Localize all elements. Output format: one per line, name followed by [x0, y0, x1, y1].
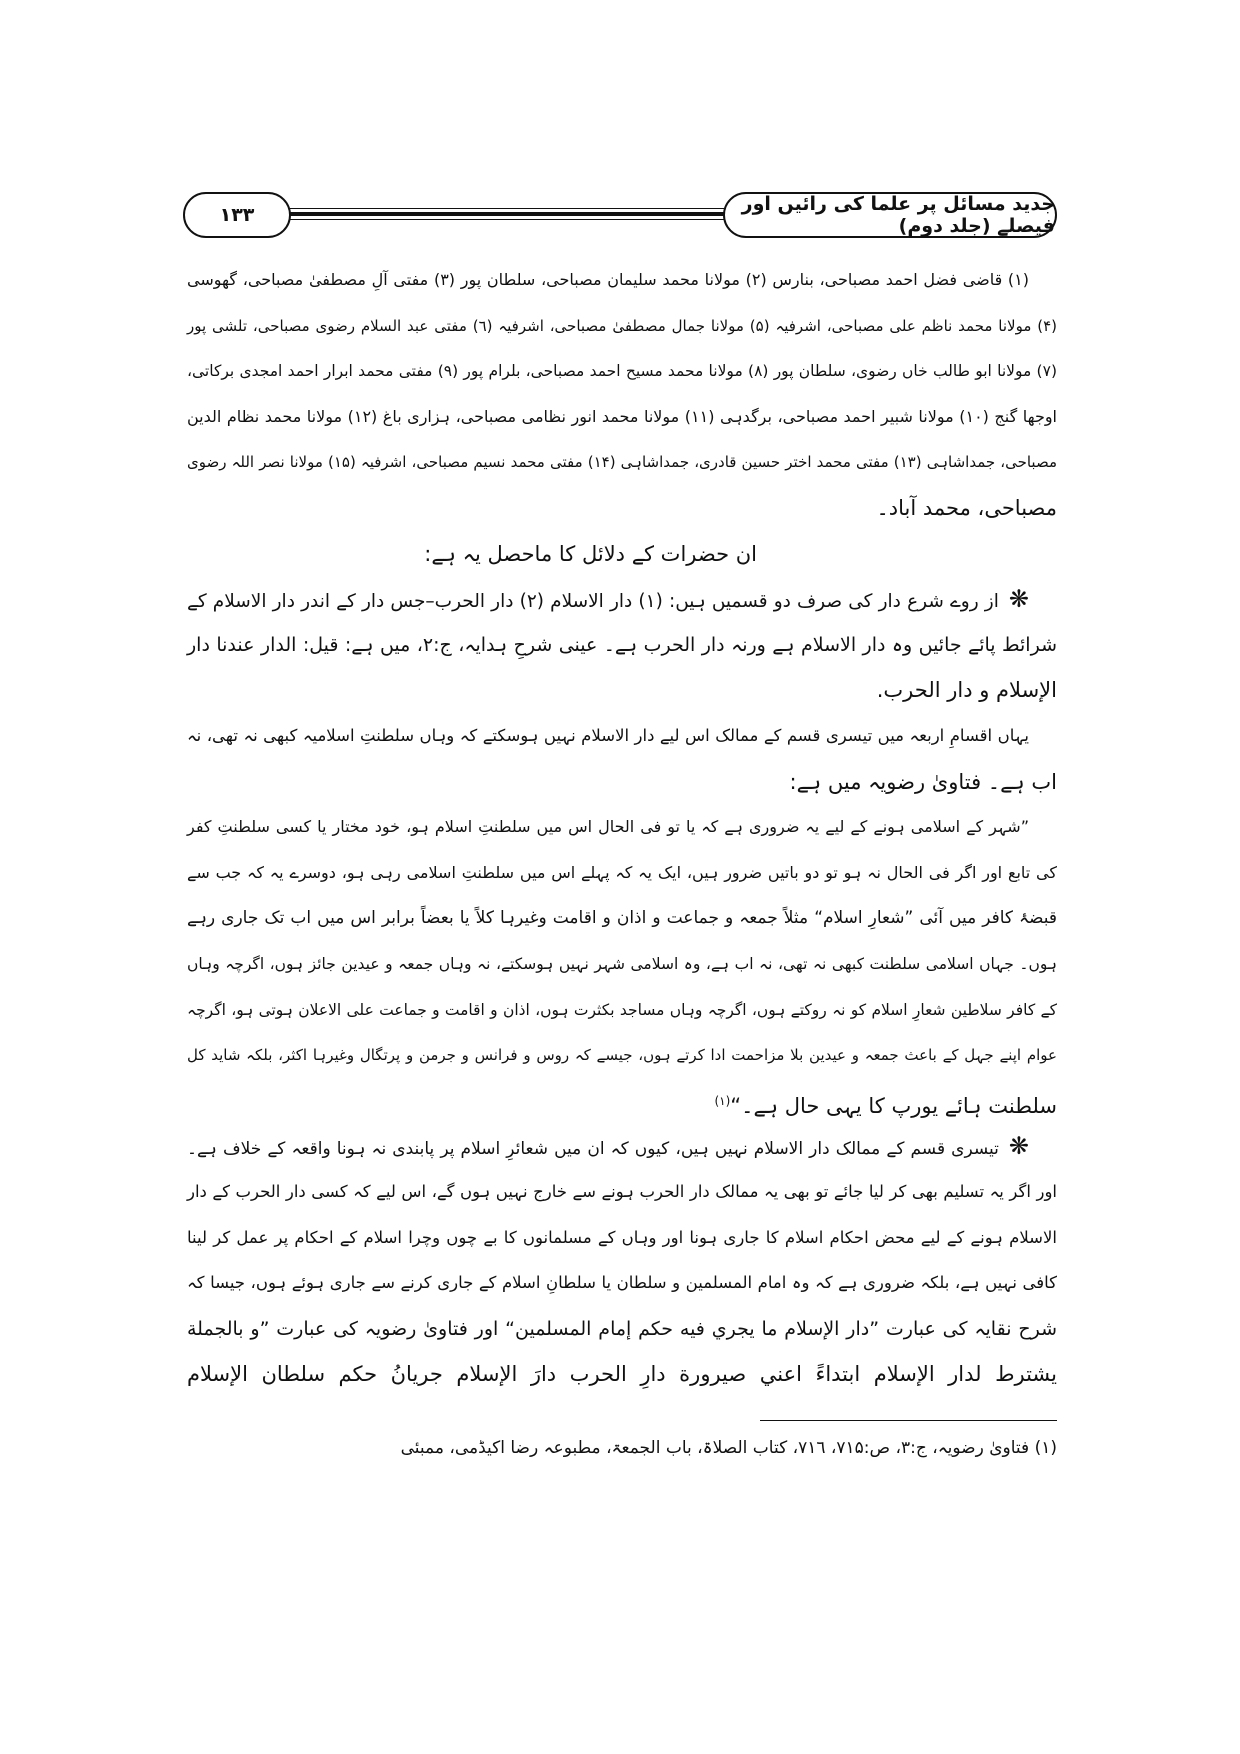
header-rule: [289, 208, 725, 209]
text-line: [187, 1177, 1057, 1207]
header-rule: [289, 212, 725, 216]
line-text: یہاں اقسامِ اربعہ میں تیسری قسم کے ممالک اس لیے دار الاسلام نہیں ہوسکتے کہ وہاں سلطنتِ اسلامیہ کبھی نہ تھی، نہ: [187, 726, 1029, 745]
text-line: [187, 1314, 1057, 1344]
line-text: کے کافر سلاطین شعارِ اسلام کو نہ روکتے ہوں، اگرچہ وہاں مساجد بکثرت ہوں، اذان و اقامت و جماعت علی الاعلان ہوتی ہو، اگرچہ: [187, 1000, 1057, 1019]
text-line: [187, 447, 1057, 477]
book-title: جدید مسائل پر علما کی رائیں اور فیصلے (جلد دوم): [741, 193, 1055, 237]
line-text: کافی نہیں ہے، بلکہ ضروری ہے کہ وہ امام المسلمین و سلطان یا سلطانِ اسلام کے جاری کرنے سے جاری ہوئے ہوں، جیسا کہ: [187, 1273, 1057, 1293]
text-line: [187, 539, 1057, 569]
text-line: [187, 995, 1057, 1025]
text-line: [187, 1131, 1057, 1161]
line-text: اور اگر یہ تسلیم بھی کر لیا جائے تو بھی یہ ممالک دار الحرب ہونے سے خارج نہیں ہوں گے، اس لیے کہ کسی دار الحرب کے دار: [187, 1182, 1057, 1201]
line-text: شرائط پائے جائیں وہ دار الاسلام ہے ورنہ دار الحرب ہے۔ عینی شرحِ ہدایہ، ج:۲، میں ہے: قیل: الدار عندنا دار: [187, 633, 1057, 656]
line-text: اوجھا گنج (۱۰) مولانا شبیر احمد مصباحی، برگدہی (۱۱) مولانا محمد انور نظامی مصباحی، ہزاری باغ (۱۲) مولانا محمد نظام الدین: [187, 406, 1058, 426]
line-text: سلطنت ہائے یورپ کا یہی حال ہے۔“: [730, 1093, 1057, 1118]
text-line: [187, 1268, 1057, 1298]
line-text: عوام اپنے جہل کے باعث جمعہ و عیدین بلا مزاحمت ادا کرتے ہوں، جیسے کہ روس و فرانس و جرمن و پرتگال وغیرہا اکثر، بلکہ شاید کل: [187, 1046, 1057, 1065]
text-line: [187, 812, 1057, 842]
line-text: تیسری قسم کے ممالک دار الاسلام نہیں ہیں، کیوں کہ ان میں شعائرِ اسلام پر پابندی نہ ہونا واقعہ کے خلاف ہے۔: [187, 1139, 999, 1160]
text-line: [187, 630, 1057, 660]
text-line: [187, 1040, 1057, 1070]
line-text: الإسلام و دار الحرب.: [876, 678, 1057, 703]
text-line: [187, 265, 1057, 295]
asterism-icon: ❋: [1008, 1132, 1029, 1161]
book-title-box: [723, 192, 1057, 238]
page-number-box: [183, 192, 291, 238]
text-line: [187, 356, 1057, 386]
text-line: [187, 1086, 1057, 1116]
line-text: ہوں۔ جہاں اسلامی سلطنت کبھی نہ تھی، نہ اب ہے، وہ اسلامی شہر نہیں ہوسکتے، نہ وہاں جمعہ و عیدین جائز ہوں، اگرچہ وہاں: [187, 955, 1057, 973]
line-text: قبضۂ کافر میں آئی ”شعارِ اسلام“ مثلاً جمعہ و جماعت و اذان و اقامت وغیرہا کلاً یا بعضاً برابر اس میں اب تک جاری رہے: [187, 908, 1057, 929]
line-text: اب ہے۔ فتاویٰ رضویہ میں ہے:: [789, 769, 1057, 794]
text-line: [187, 903, 1057, 933]
asterism-icon: ❋: [1008, 585, 1029, 614]
text-line: [187, 584, 1057, 614]
text-line: [187, 858, 1057, 888]
text-line: [187, 675, 1057, 705]
text-line: [187, 1359, 1057, 1389]
line-text: ”شہر کے اسلامی ہونے کے لیے یہ ضروری ہے کہ یا تو فی الحال اس میں سلطنتِ اسلام ہو، خود مختار یا کسی سلطنتِ کفر: [187, 817, 1029, 837]
text-line: [187, 311, 1057, 341]
line-text: يشترط لدار الإسلام ابتداءً اعني صيرورة دارِ الحرب دارَ الإسلام جريانُ حكم سلطان الإسلام: [187, 1362, 1057, 1387]
line-text: مصباحی، جمداشاہی (۱۳) مفتی محمد اختر حسین قادری، جمداشاہی (۱۴) مفتی محمد نسیم مصباحی، اشرفیہ (۱۵) مولانا نصر اللہ رضوی: [187, 453, 1058, 472]
text-line: [187, 402, 1057, 432]
line-text: (۱) قاضی فضل احمد مصباحی، بنارس (۲) مولانا محمد سلیمان مصباحی، سلطان پور (۳) مفتی آلِ مصطفیٰ مصباحی، گھوسی: [187, 270, 1030, 289]
line-text: از روے شرع دار کی صرف دو قسمیں ہیں: (۱) دار الاسلام (۲) دار الحرب–جس دار کے اندر دار الاسلام کے: [187, 591, 999, 613]
text-line: [187, 949, 1057, 979]
line-text: مصباحی، محمد آباد۔: [876, 496, 1057, 520]
line-text: شرح نقایہ کی عبارت ”دار الإسلام ما يجري فيه حكم إمام المسلمين“ اور فتاویٰ رضویہ کی عبارت ”و بالجملة: [187, 1317, 1057, 1340]
line-text: ان حضرات کے دلائل کا ماحصل یہ ہے:: [424, 541, 757, 566]
line-text: کی تابع اور اگر فی الحال نہ ہو تو دو باتیں ضرور ہیں، ایک یہ کہ پہلے اس میں سلطنتِ اسلامی رہی ہو، دوسرے یہ کہ جب سے: [187, 862, 1057, 882]
footnote-divider: [760, 1420, 1057, 1421]
line-text: الاسلام ہونے کے لیے محض احکام اسلام کا جاری ہونا اور وہاں کے مسلمانوں کا بے چوں وچرا اسلام کے احکام پر عمل کر لینا: [187, 1227, 1057, 1247]
text-line: [187, 493, 1057, 523]
text-line: [187, 767, 1057, 797]
page-number: ۱۳۳: [219, 204, 255, 226]
text-line: [187, 721, 1057, 751]
footnote-marker: (۱): [714, 1093, 731, 1108]
header-rule: [289, 219, 725, 220]
line-text: (۷) مولانا ابو طالب خاں رضوی، سلطان پور (۸) مولانا محمد مسیح احمد مصباحی، بلرام پور (۹) مفتی محمد ابرار احمد امجدی برکاتی،: [187, 362, 1057, 381]
line-text: (۴) مولانا محمد ناظم علی مصباحی، اشرفیہ (۵) مولانا جمال مصطفیٰ مصباحی، اشرفیہ (٦) مفتی عبد السلام رضوی مصباحی، تلشی پور: [187, 316, 1058, 335]
text-line: [187, 1223, 1057, 1253]
footnote: (۱) فتاویٰ رضویہ، ج:۳، ص:۷۱۵، ۷۱٦، کتاب الصلاۃ، باب الجمعۃ، مطبوعہ رضا اکیڈمی، ممبئی: [400, 1438, 1057, 1458]
